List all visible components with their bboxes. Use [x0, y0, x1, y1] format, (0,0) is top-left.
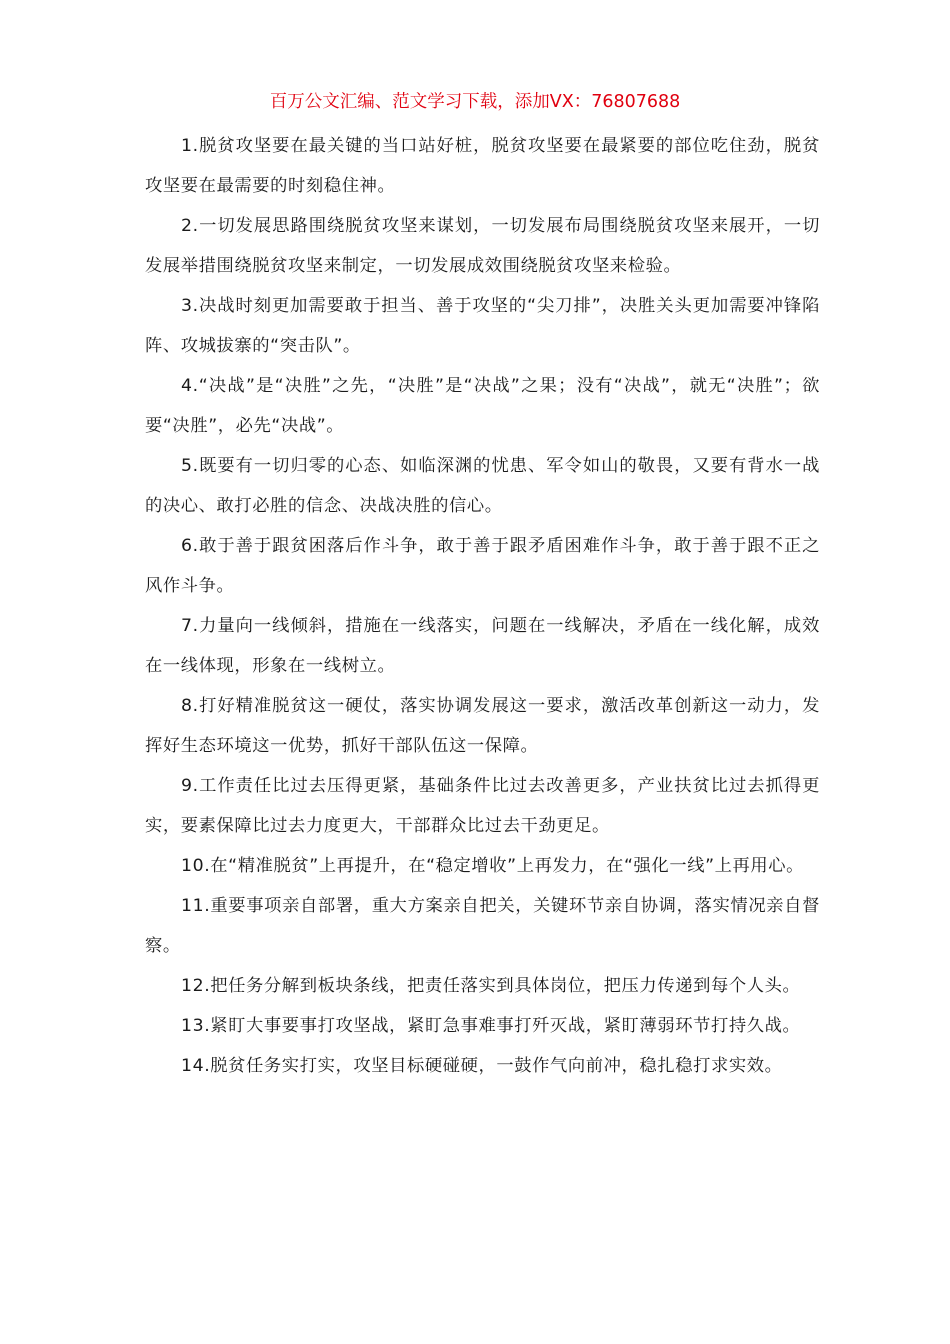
paragraph-12: 12.把任务分解到板块条线，把责任落实到具体岗位，把压力传递到每个人头。 — [181, 976, 801, 996]
paragraph-13: 13.紧盯大事要事打攻坚战，紧盯急事难事打歼灭战，紧盯薄弱环节打持久战。 — [181, 1016, 801, 1036]
paragraph-6: 6.敢于善于跟贫困落后作斗争，敢于善于跟矛盾困难作斗争，敢于善于跟不正之风作斗争。 — [145, 536, 820, 596]
paragraph-8: 8.打好精准脱贫这一硬仗，落实协调发展这一要求，激活改革创新这一动力，发挥好生态环境这一优势，抓好干部队伍这一保障。 — [145, 696, 820, 756]
paragraph-1: 1.脱贫攻坚要在最关键的当口站好桩，脱贫攻坚要在最紧要的部位吃住劲，脱贫攻坚要在最需要的时刻稳住神。 — [145, 136, 820, 196]
paragraph-11: 11.重要事项亲自部署，重大方案亲自把关，关键环节亲自协调，落实情况亲自督察。 — [145, 896, 820, 956]
paragraph-7: 7.力量向一线倾斜，措施在一线落实，问题在一线解决，矛盾在一线化解，成效在一线体现，形象在一线树立。 — [145, 616, 820, 676]
paragraph-14: 14.脱贫任务实打实，攻坚目标硬碰硬，一鼓作气向前冲，稳扎稳打求实效。 — [181, 1056, 783, 1076]
paragraph-10: 10.在“精准脱贫”上再提升，在“稳定增收”上再发力，在“强化一线”上再用心。 — [181, 856, 805, 876]
paragraph-3: 3.决战时刻更加需要敢于担当、善于攻坚的“尖刀排”，决胜关头更加需要冲锋陷阵、攻城拔寨的“突击队”。 — [145, 296, 820, 356]
paragraph-4: 4.“决战”是“决胜”之先，“决胜”是“决战”之果；没有“决战”，就无“决胜”；欲要“决胜”，必先“决战”。 — [145, 376, 820, 436]
document-body — [145, 126, 820, 1086]
paragraph-2: 2.一切发展思路围绕脱贫攻坚来谋划，一切发展布局围绕脱贫攻坚来展开，一切发展举措围绕脱贫攻坚来制定，一切发展成效围绕脱贫攻坚来检验。 — [145, 216, 820, 276]
paragraph-9: 9.工作责任比过去压得更紧，基础条件比过去改善更多，产业扶贫比过去抓得更实，要素保障比过去力度更大，干部群众比过去干劲更足。 — [145, 776, 820, 836]
paragraph-5: 5.既要有一切归零的心态、如临深渊的忧患、军令如山的敬畏，又要有背水一战的决心、敢打必胜的信念、决战决胜的信心。 — [145, 456, 820, 516]
header-note: 百万公文汇编、范文学习下载，添加VX：76807688 — [269, 92, 681, 112]
